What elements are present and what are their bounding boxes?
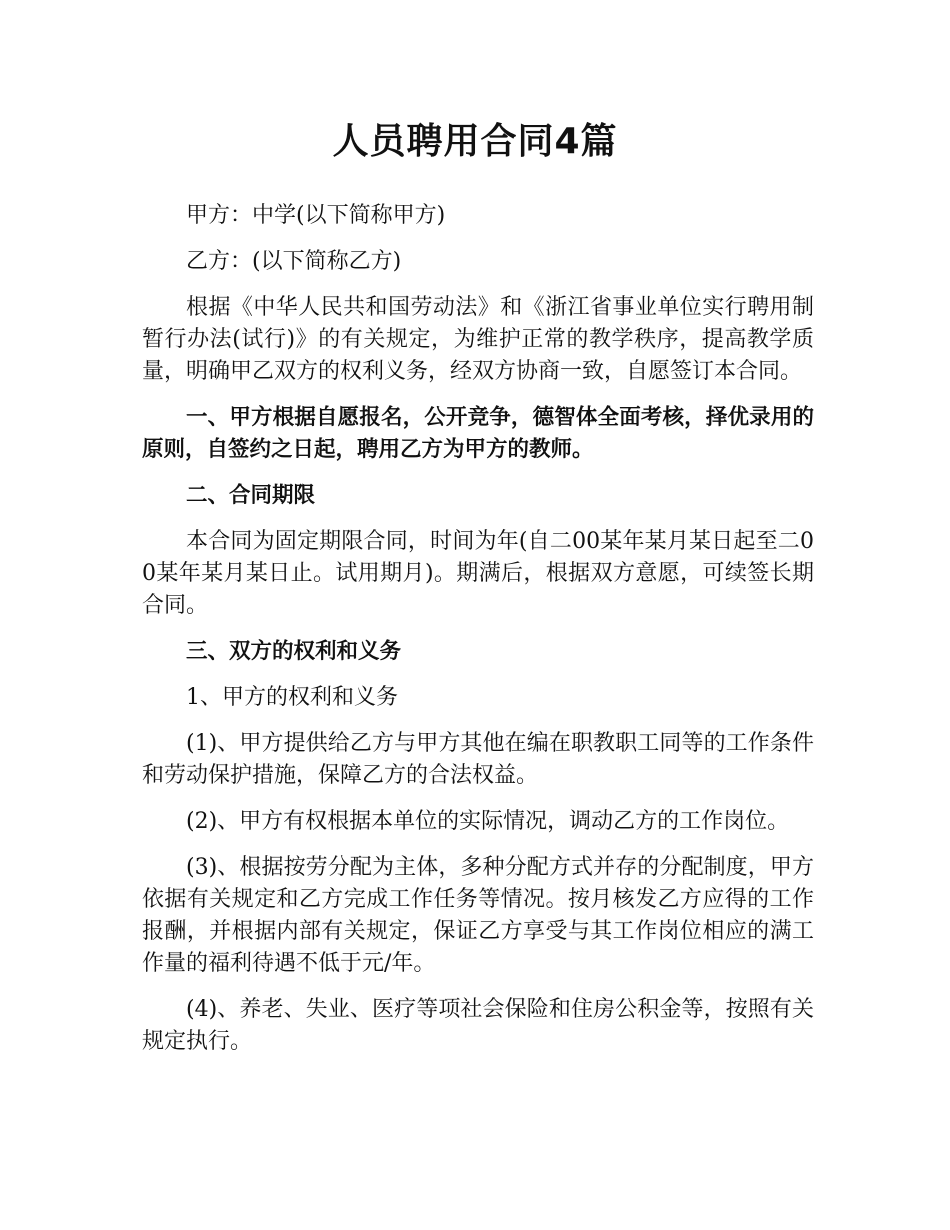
section-heading-3: 三、双方的权利和义务 (186, 639, 402, 664)
section-heading-2: 二、合同期限 (186, 483, 316, 508)
paragraph-party-b: 乙方：(以下简称乙方) (186, 249, 402, 274)
clause-4: (4)、养老、失业、医疗等项社会保险和住房公积金等，按照有关规定执行。 (142, 997, 814, 1054)
section-heading-1: 一、甲方根据自愿报名，公开竞争，德智体全面考核，择优录用的原则，自签约之日起，聘用乙方为甲方的教师。 (142, 405, 814, 462)
document-body (142, 200, 814, 1072)
document-title: 人员聘用合同4篇 (332, 121, 618, 162)
paragraph-contract-term: 本合同为固定期限合同，时间为年(自二00某年某月某日起至二00某年某月某日止。试用期月)。期满后，根据双方意愿，可续签长期合同。 (142, 529, 814, 618)
paragraph-party-a: 甲方：中学(以下简称甲方) (186, 203, 446, 228)
subheading-party-a-rights: 1、甲方的权利和义务 (186, 685, 398, 710)
clause-3: (3)、根据按劳分配为主体，多种分配方式并存的分配制度，甲方依据有关规定和乙方完成工作任务等情况。按月核发乙方应得的工作报酬，并根据内部有关规定，保证乙方享受与其工作岗位相应的满工作量的福利待遇不低于元/年。 (142, 855, 814, 976)
clause-1: (1)、甲方提供给乙方与甲方其他在编在职教职工同等的工作条件和劳动保护措施，保障乙方的合法权益。 (142, 731, 814, 788)
clause-2: (2)、甲方有权根据本单位的实际情况，调动乙方的工作岗位。 (186, 809, 790, 834)
paragraph-preamble: 根据《中华人民共和国劳动法》和《浙江省事业单位实行聘用制暂行办法(试行)》的有关规定，为维护正常的教学秩序，提高教学质量，明确甲乙双方的权利义务，经双方协商一致，自愿签订本合同。 (142, 295, 814, 384)
